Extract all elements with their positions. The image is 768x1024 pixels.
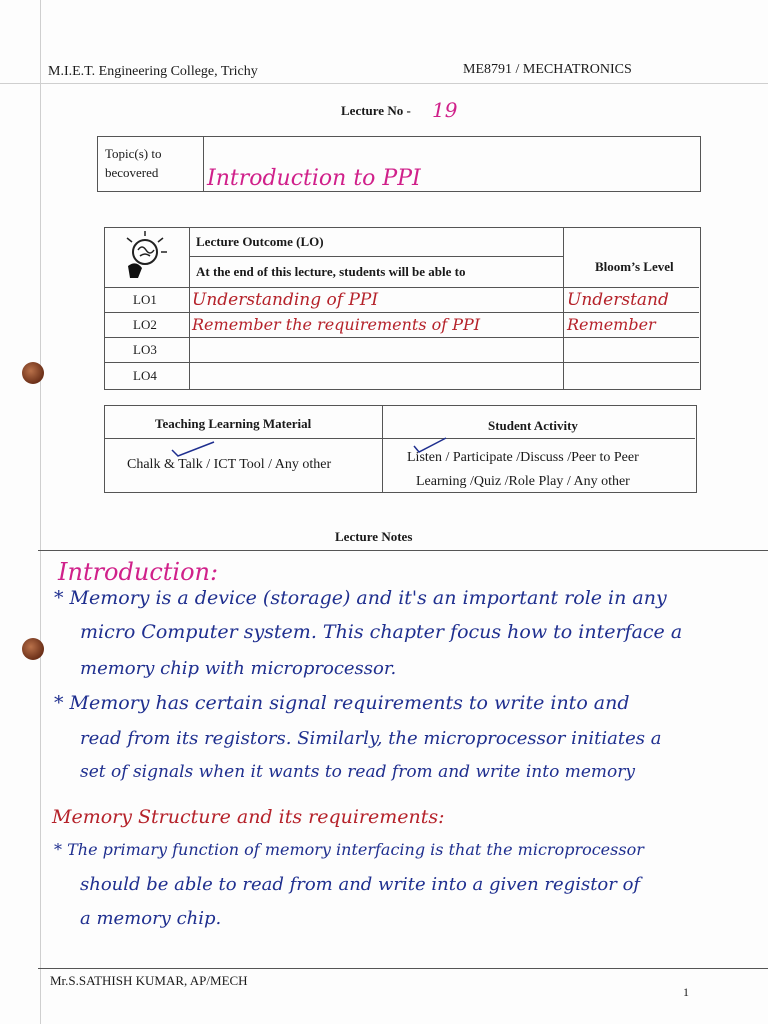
note-line-6: set of signals when it wants to read from and write into memory: [80, 762, 635, 782]
outcome-subtitle: At the end of this lecture, students will be able to: [196, 264, 466, 279]
lo3-id: LO3: [133, 342, 157, 357]
note-line-7: * The primary function of memory interfacing is that the microprocessor: [54, 840, 644, 859]
note-line-8: should be able to read from and write into a given registor of: [80, 874, 641, 895]
tick-mark-icon: [412, 436, 448, 454]
outcome-title: Lecture Outcome (LO): [196, 234, 324, 249]
lo4-id: LO4: [133, 368, 157, 383]
note-line-9: a memory chip.: [80, 908, 222, 929]
note-line-2: micro Computer system. This chapter focus how to interface a: [80, 621, 683, 643]
author-footer: Mr.S.SATHISH KUMAR, AP/MECH: [50, 973, 248, 988]
note-line-5: read from its registors. Similarly, the microprocessor initiates a: [80, 728, 662, 749]
course-code: ME8791 / MECHATRONICS: [463, 62, 632, 77]
activity-header: Student Activity: [488, 418, 578, 433]
note-line-3: memory chip with microprocessor.: [80, 658, 397, 679]
lo2-level: Remember: [567, 315, 656, 334]
section-title: Memory Structure and its requirements:: [52, 806, 445, 828]
lo1-outcome: Understanding of PPI: [192, 290, 379, 310]
activity-line-2: Learning /Quiz /Role Play / Any other: [416, 474, 630, 489]
lecture-label: Lecture No -: [341, 103, 411, 118]
page-number: 1: [683, 985, 689, 999]
blooms-header: Bloom’s Level: [595, 259, 674, 274]
material-header: Teaching Learning Material: [155, 416, 312, 431]
lo1-level: Understand: [567, 290, 669, 310]
activity-line-1: Listen / Participate /Discuss /Peer to Peer: [407, 450, 639, 465]
note-line-4: * Memory has certain signal requirements to write into and: [54, 692, 630, 714]
lo1-id: LO1: [133, 292, 157, 307]
topic-label: Topic(s) to becovered: [105, 146, 162, 180]
intro-title: Introduction:: [58, 558, 219, 586]
brain-lightbulb-icon: [118, 230, 170, 282]
tick-mark-icon: [170, 440, 216, 458]
note-line-1: * Memory is a device (storage) and it's an important role in any: [54, 587, 667, 609]
punch-hole: [22, 638, 44, 660]
material-value: Chalk & Talk / ICT Tool / Any other: [127, 457, 332, 472]
topic-value: Introduction to PPI: [207, 166, 421, 191]
lo2-outcome: Remember the requirements of PPI: [192, 315, 481, 334]
notes-heading: Lecture Notes: [335, 529, 413, 544]
lo2-id: LO2: [133, 317, 157, 332]
college-name: M.I.E.T. Engineering College, Trichy: [48, 64, 258, 79]
punch-hole: [22, 362, 44, 384]
lecture-number: 19: [432, 98, 458, 122]
